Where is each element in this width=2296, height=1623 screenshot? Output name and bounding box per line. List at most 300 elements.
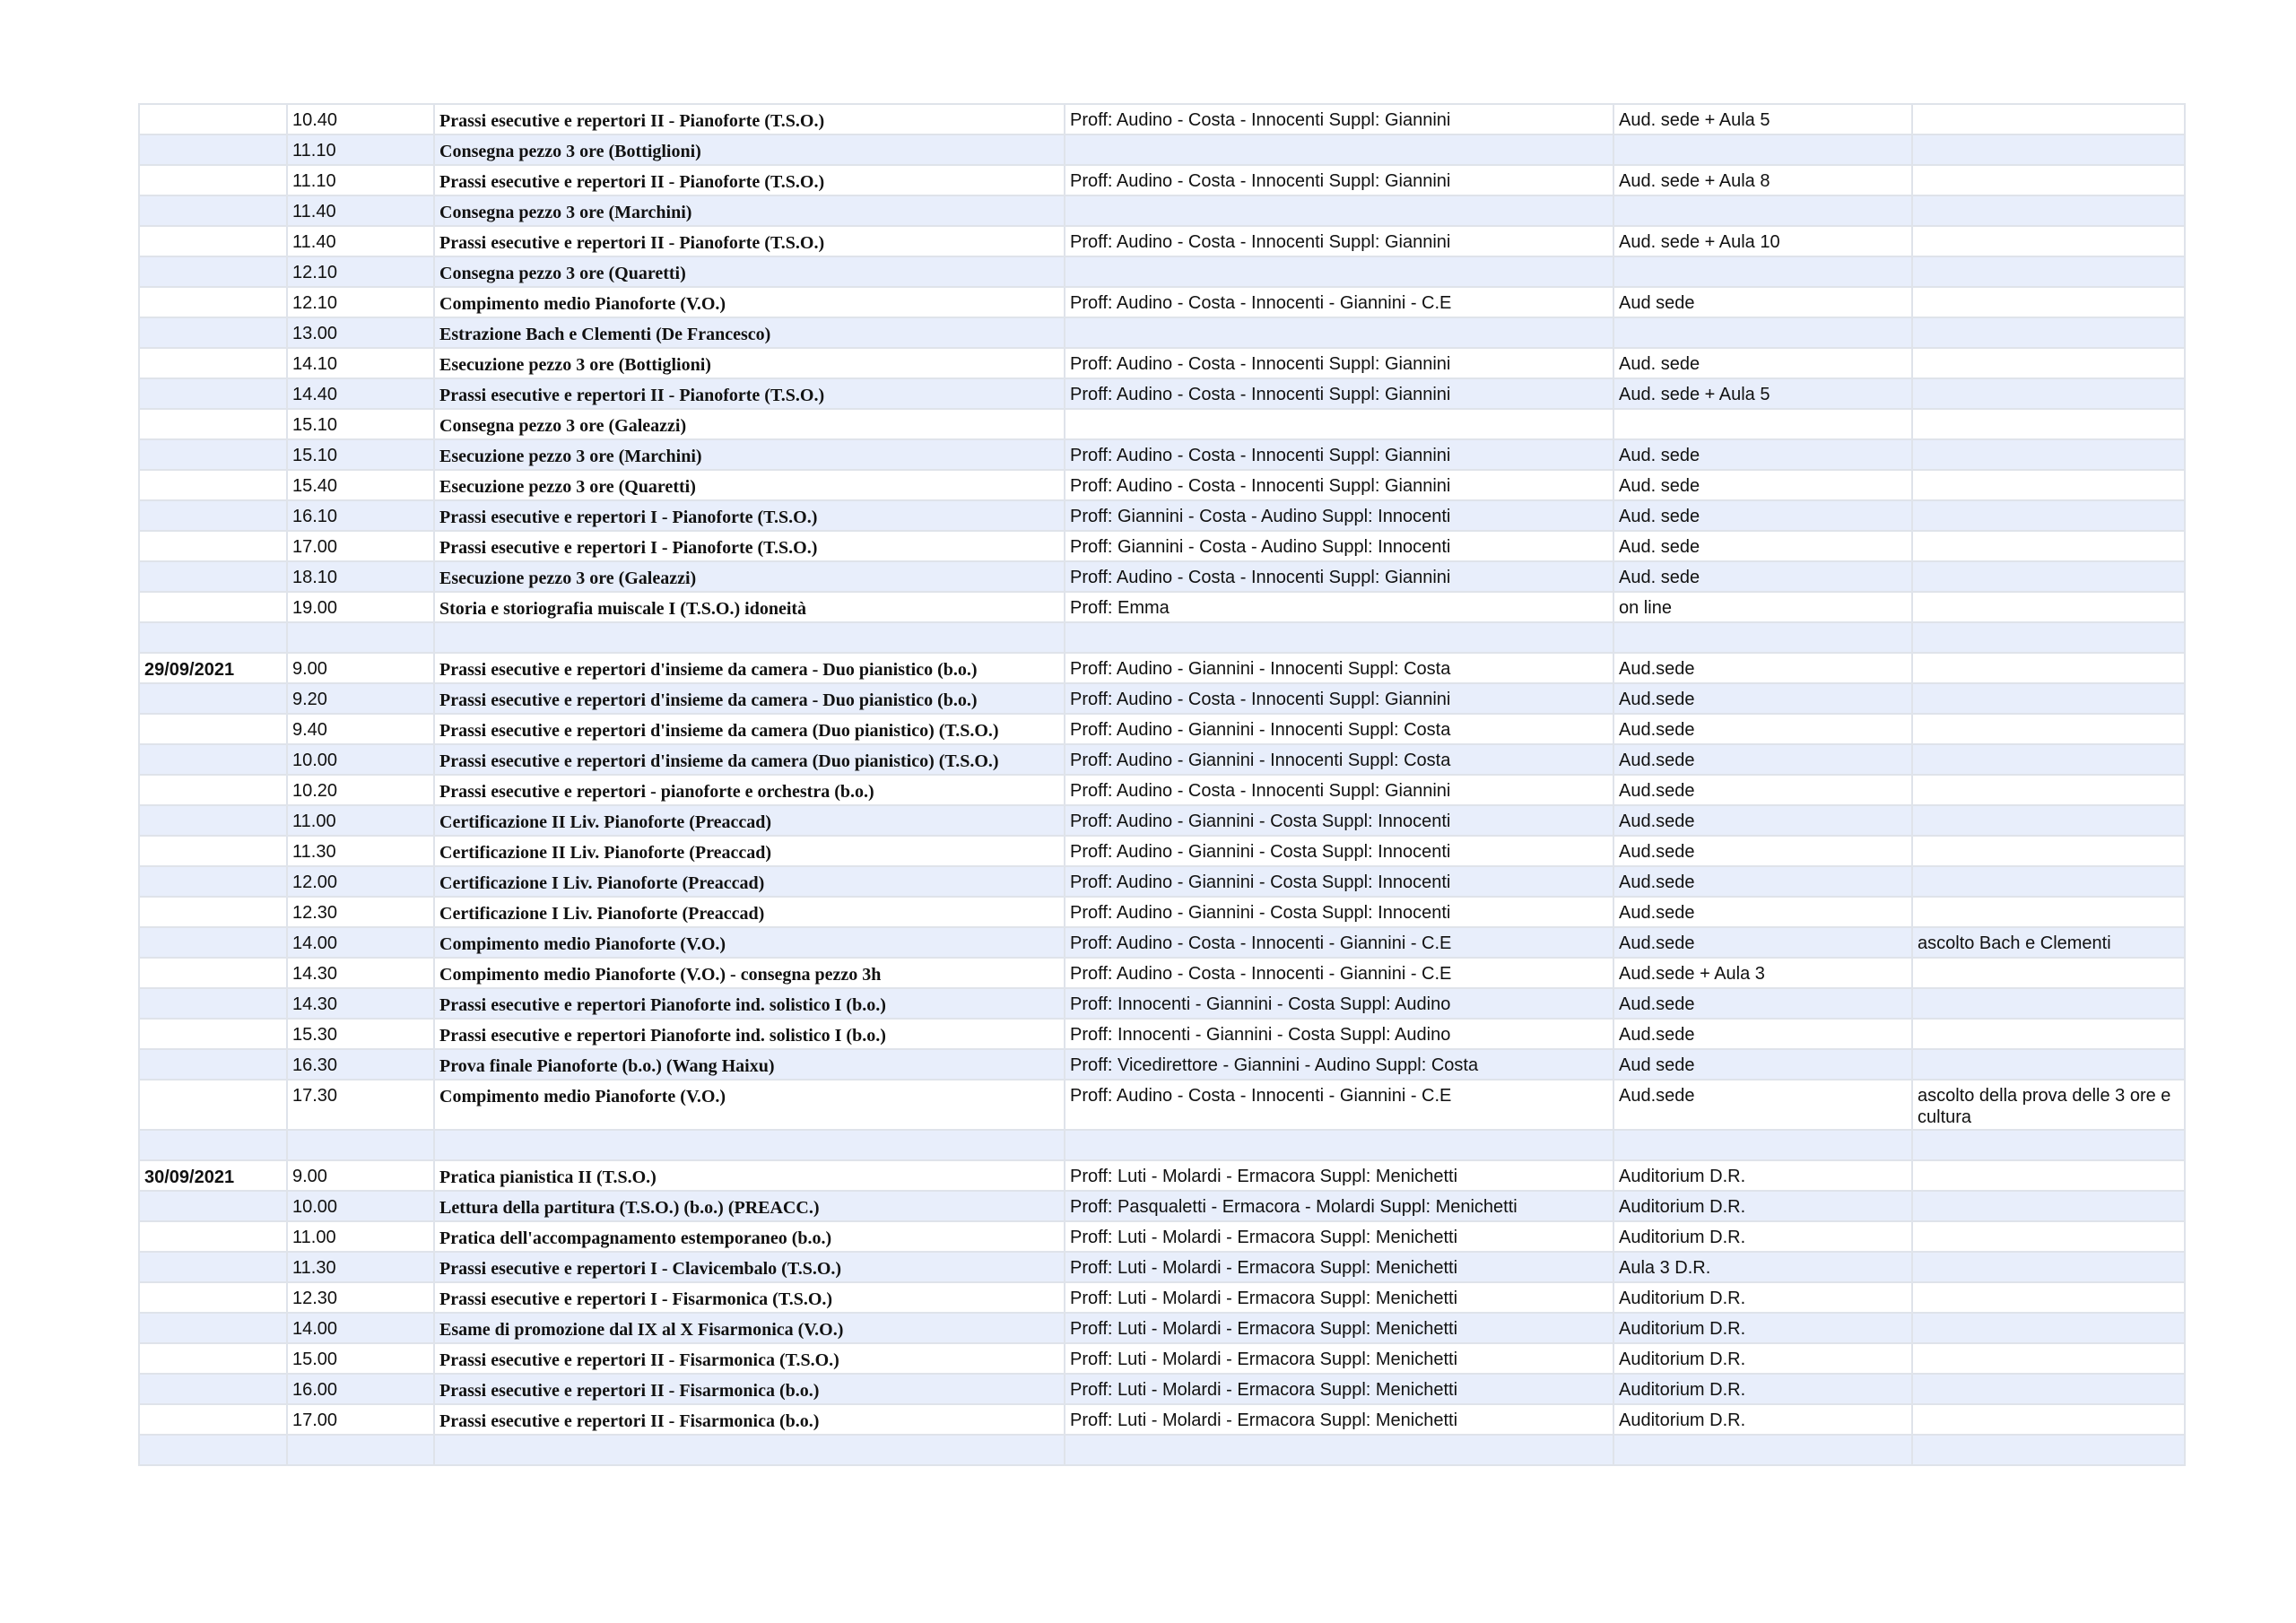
date-cell: [139, 1221, 287, 1252]
notes-cell: [1912, 988, 2185, 1019]
date-cell: [139, 409, 287, 439]
date-cell: 30/09/2021: [139, 1160, 287, 1191]
committee-cell: Proff: Audino - Costa - Innocenti - Giannini - C.E: [1065, 958, 1613, 988]
date-cell: [139, 1404, 287, 1435]
time-cell: 11.10: [287, 135, 434, 165]
table-row: [139, 744, 2185, 775]
date-cell: [139, 683, 287, 714]
notes-cell: [1912, 683, 2185, 714]
committee-cell: Proff: Audino - Giannini - Innocenti Suppl: Costa: [1065, 653, 1613, 683]
committee-cell: Proff: Giannini - Costa - Audino Suppl: Innocenti: [1065, 531, 1613, 561]
room-cell: Aud.sede: [1613, 927, 1912, 958]
date-cell: [139, 988, 287, 1019]
room-cell: Aud.sede: [1613, 897, 1912, 927]
notes-cell: [1912, 1374, 2185, 1404]
committee-cell: Proff: Audino - Giannini - Innocenti Suppl: Costa: [1065, 714, 1613, 744]
notes-cell: [1912, 866, 2185, 897]
table-row: [139, 226, 2185, 256]
notes-cell: [1912, 135, 2185, 165]
table-row: [139, 1435, 2185, 1465]
exam-cell: Esame di promozione dal IX al X Fisarmonica (V.O.): [434, 1313, 1065, 1343]
date-cell: [139, 226, 287, 256]
table-row: [139, 1343, 2185, 1374]
date-cell: [139, 1191, 287, 1221]
room-cell: Auditorium D.R.: [1613, 1282, 1912, 1313]
time-cell: 15.30: [287, 1019, 434, 1049]
time-cell: 17.00: [287, 531, 434, 561]
time-cell: 10.40: [287, 104, 434, 135]
time-cell: 12.30: [287, 897, 434, 927]
room-cell: [1613, 409, 1912, 439]
date-cell: 29/09/2021: [139, 653, 287, 683]
room-cell: Aud.sede: [1613, 683, 1912, 714]
exam-cell: Prassi esecutive e repertori I - Pianoforte (T.S.O.): [434, 500, 1065, 531]
notes-cell: [1912, 1252, 2185, 1282]
exam-cell: Prassi esecutive e repertori II - Pianoforte (T.S.O.): [434, 378, 1065, 409]
exam-cell: Prassi esecutive e repertori I - Clavicembalo (T.S.O.): [434, 1252, 1065, 1282]
room-cell: Auditorium D.R.: [1613, 1160, 1912, 1191]
committee-cell: Proff: Audino - Giannini - Costa Suppl: Innocenti: [1065, 866, 1613, 897]
time-cell: 12.00: [287, 866, 434, 897]
committee-cell: Proff: Innocenti - Giannini - Costa Suppl: Audino: [1065, 1019, 1613, 1049]
room-cell: Aud.sede: [1613, 836, 1912, 866]
committee-cell: [1065, 317, 1613, 348]
committee-cell: Proff: Audino - Costa - Innocenti Suppl: Giannini: [1065, 561, 1613, 592]
table-row: [139, 805, 2185, 836]
committee-cell: Proff: Luti - Molardi - Ermacora Suppl: Menichetti: [1065, 1252, 1613, 1282]
exam-cell: Certificazione I Liv. Pianoforte (Preaccad): [434, 897, 1065, 927]
date-cell: [139, 561, 287, 592]
time-cell: 14.10: [287, 348, 434, 378]
room-cell: [1613, 135, 1912, 165]
committee-cell: Proff: Audino - Costa - Innocenti Suppl: Giannini: [1065, 348, 1613, 378]
date-cell: [139, 1019, 287, 1049]
time-cell: 11.30: [287, 836, 434, 866]
room-cell: Aud. sede + Aula 5: [1613, 378, 1912, 409]
notes-cell: [1912, 1130, 2185, 1160]
committee-cell: Proff: Audino - Giannini - Innocenti Suppl: Costa: [1065, 744, 1613, 775]
room-cell: Aud. sede: [1613, 500, 1912, 531]
time-cell: 11.00: [287, 1221, 434, 1252]
notes-cell: [1912, 531, 2185, 561]
room-cell: Aud. sede + Aula 8: [1613, 165, 1912, 195]
committee-cell: Proff: Audino - Costa - Innocenti - Giannini - C.E: [1065, 1080, 1613, 1130]
table-row: [139, 1252, 2185, 1282]
exam-cell: [434, 1435, 1065, 1465]
exam-cell: Esecuzione pezzo 3 ore (Quaretti): [434, 470, 1065, 500]
time-cell: 9.40: [287, 714, 434, 744]
table-row: [139, 256, 2185, 287]
date-cell: [139, 775, 287, 805]
date-cell: [139, 836, 287, 866]
notes-cell: [1912, 592, 2185, 622]
time-cell: 14.00: [287, 1313, 434, 1343]
notes-cell: [1912, 561, 2185, 592]
date-cell: [139, 897, 287, 927]
time-cell: 11.00: [287, 805, 434, 836]
time-cell: 17.30: [287, 1080, 434, 1130]
exam-cell: Certificazione I Liv. Pianoforte (Preaccad): [434, 866, 1065, 897]
date-cell: [139, 1049, 287, 1080]
table-row: [139, 165, 2185, 195]
room-cell: Aud.sede: [1613, 775, 1912, 805]
exam-cell: Storia e storiografia muiscale I (T.S.O.) idoneità: [434, 592, 1065, 622]
committee-cell: Proff: Audino - Costa - Innocenti Suppl: Giannini: [1065, 470, 1613, 500]
notes-cell: [1912, 1404, 2185, 1435]
room-cell: Aud. sede + Aula 5: [1613, 104, 1912, 135]
date-cell: [139, 866, 287, 897]
room-cell: Aud.sede: [1613, 866, 1912, 897]
committee-cell: Proff: Audino - Costa - Innocenti - Giannini - C.E: [1065, 927, 1613, 958]
notes-cell: ascolto Bach e Clementi: [1912, 927, 2185, 958]
committee-cell: Proff: Innocenti - Giannini - Costa Suppl: Audino: [1065, 988, 1613, 1019]
date-cell: [139, 378, 287, 409]
notes-cell: [1912, 897, 2185, 927]
date-cell: [139, 287, 287, 317]
notes-cell: [1912, 1221, 2185, 1252]
room-cell: Aud sede: [1613, 287, 1912, 317]
time-cell: 11.40: [287, 195, 434, 226]
table-row: [139, 775, 2185, 805]
notes-cell: [1912, 958, 2185, 988]
table-row: [139, 988, 2185, 1019]
table-row: [139, 1313, 2185, 1343]
exam-cell: Prassi esecutive e repertori d'insieme da camera (Duo pianistico) (T.S.O.): [434, 714, 1065, 744]
notes-cell: [1912, 1282, 2185, 1313]
table-row: [139, 958, 2185, 988]
date-cell: [139, 439, 287, 470]
table-row: [139, 714, 2185, 744]
room-cell: Aud.sede: [1613, 988, 1912, 1019]
time-cell: 9.20: [287, 683, 434, 714]
room-cell: Auditorium D.R.: [1613, 1404, 1912, 1435]
committee-cell: Proff: Audino - Costa - Innocenti Suppl: Giannini: [1065, 165, 1613, 195]
exam-cell: Prassi esecutive e repertori Pianoforte ind. solistico I (b.o.): [434, 988, 1065, 1019]
exam-cell: Prassi esecutive e repertori II - Pianoforte (T.S.O.): [434, 226, 1065, 256]
table-row: [139, 592, 2185, 622]
time-cell: 12.10: [287, 287, 434, 317]
room-cell: [1613, 1130, 1912, 1160]
notes-cell: [1912, 439, 2185, 470]
exam-cell: Esecuzione pezzo 3 ore (Galeazzi): [434, 561, 1065, 592]
notes-cell: [1912, 165, 2185, 195]
time-cell: 19.00: [287, 592, 434, 622]
committee-cell: Proff: Audino - Costa - Innocenti Suppl: Giannini: [1065, 378, 1613, 409]
room-cell: Auditorium D.R.: [1613, 1191, 1912, 1221]
room-cell: Aud. sede: [1613, 561, 1912, 592]
room-cell: Aud.sede: [1613, 714, 1912, 744]
table-row: [139, 104, 2185, 135]
exam-cell: Prassi esecutive e repertori d'insieme da camera - Duo pianistico (b.o.): [434, 683, 1065, 714]
table-row: [139, 1080, 2185, 1130]
time-cell: 16.10: [287, 500, 434, 531]
date-cell: [139, 622, 287, 653]
room-cell: Aud. sede: [1613, 531, 1912, 561]
committee-cell: Proff: Vicedirettore - Giannini - Audino Suppl: Costa: [1065, 1049, 1613, 1080]
time-cell: 10.00: [287, 744, 434, 775]
table-row: [139, 439, 2185, 470]
room-cell: Aud.sede: [1613, 1019, 1912, 1049]
room-cell: Auditorium D.R.: [1613, 1374, 1912, 1404]
table-row: [139, 378, 2185, 409]
exam-cell: [434, 622, 1065, 653]
committee-cell: Proff: Pasqualetti - Ermacora - Molardi Suppl: Menichetti: [1065, 1191, 1613, 1221]
committee-cell: Proff: Audino - Costa - Innocenti Suppl: Giannini: [1065, 226, 1613, 256]
time-cell: 17.00: [287, 1404, 434, 1435]
time-cell: 11.40: [287, 226, 434, 256]
time-cell: 11.30: [287, 1252, 434, 1282]
table-row: [139, 653, 2185, 683]
schedule-body: [139, 104, 2185, 1465]
room-cell: Aud.sede: [1613, 1080, 1912, 1130]
time-cell: 12.10: [287, 256, 434, 287]
schedule-table: [138, 103, 2186, 1466]
table-row: [139, 500, 2185, 531]
notes-cell: [1912, 104, 2185, 135]
room-cell: Auditorium D.R.: [1613, 1313, 1912, 1343]
table-row: [139, 927, 2185, 958]
notes-cell: [1912, 1019, 2185, 1049]
notes-cell: [1912, 714, 2185, 744]
date-cell: [139, 317, 287, 348]
exam-cell: Prassi esecutive e repertori I - Pianoforte (T.S.O.): [434, 531, 1065, 561]
date-cell: [139, 1080, 287, 1130]
committee-cell: Proff: Audino - Giannini - Costa Suppl: Innocenti: [1065, 805, 1613, 836]
time-cell: 9.00: [287, 1160, 434, 1191]
exam-cell: Lettura della partitura (T.S.O.) (b.o.) (PREACC.): [434, 1191, 1065, 1221]
committee-cell: Proff: Luti - Molardi - Ermacora Suppl: Menichetti: [1065, 1160, 1613, 1191]
time-cell: 15.40: [287, 470, 434, 500]
exam-cell: Compimento medio Pianoforte (V.O.): [434, 927, 1065, 958]
time-cell: 15.10: [287, 409, 434, 439]
table-row: [139, 531, 2185, 561]
table-row: [139, 897, 2185, 927]
table-row: [139, 287, 2185, 317]
date-cell: [139, 135, 287, 165]
exam-cell: Pratica pianistica II (T.S.O.): [434, 1160, 1065, 1191]
time-cell: [287, 1130, 434, 1160]
table-row: [139, 348, 2185, 378]
committee-cell: Proff: Audino - Costa - Innocenti - Giannini - C.E: [1065, 287, 1613, 317]
table-row: [139, 561, 2185, 592]
time-cell: 10.20: [287, 775, 434, 805]
exam-cell: Prassi esecutive e repertori II - Pianoforte (T.S.O.): [434, 104, 1065, 135]
date-cell: [139, 470, 287, 500]
table-row: [139, 866, 2185, 897]
time-cell: 16.30: [287, 1049, 434, 1080]
room-cell: Aula 3 D.R.: [1613, 1252, 1912, 1282]
table-row: [139, 1282, 2185, 1313]
table-row: [139, 409, 2185, 439]
table-row: [139, 135, 2185, 165]
notes-cell: [1912, 500, 2185, 531]
table-row: [139, 1130, 2185, 1160]
date-cell: [139, 927, 287, 958]
room-cell: Aud. sede: [1613, 348, 1912, 378]
notes-cell: [1912, 195, 2185, 226]
time-cell: 14.30: [287, 958, 434, 988]
notes-cell: [1912, 1160, 2185, 1191]
exam-cell: Certificazione II Liv. Pianoforte (Preaccad): [434, 805, 1065, 836]
table-row: [139, 1404, 2185, 1435]
date-cell: [139, 195, 287, 226]
notes-cell: [1912, 1049, 2185, 1080]
time-cell: 9.00: [287, 653, 434, 683]
notes-cell: [1912, 744, 2185, 775]
room-cell: Aud. sede: [1613, 470, 1912, 500]
notes-cell: [1912, 805, 2185, 836]
date-cell: [139, 1313, 287, 1343]
exam-cell: Esecuzione pezzo 3 ore (Marchini): [434, 439, 1065, 470]
exam-cell: Prassi esecutive e repertori Pianoforte ind. solistico I (b.o.): [434, 1019, 1065, 1049]
exam-cell: Prassi esecutive e repertori I - Fisarmonica (T.S.O.): [434, 1282, 1065, 1313]
exam-cell: Prassi esecutive e repertori d'insieme da camera - Duo pianistico (b.o.): [434, 653, 1065, 683]
committee-cell: Proff: Audino - Giannini - Costa Suppl: Innocenti: [1065, 836, 1613, 866]
committee-cell: Proff: Audino - Giannini - Costa Suppl: Innocenti: [1065, 897, 1613, 927]
table-row: [139, 195, 2185, 226]
room-cell: [1613, 317, 1912, 348]
exam-cell: [434, 1130, 1065, 1160]
room-cell: Auditorium D.R.: [1613, 1343, 1912, 1374]
date-cell: [139, 1435, 287, 1465]
time-cell: 12.30: [287, 1282, 434, 1313]
date-cell: [139, 1374, 287, 1404]
table-row: [139, 1160, 2185, 1191]
date-cell: [139, 714, 287, 744]
exam-cell: Prassi esecutive e repertori II - Fisarmonica (T.S.O.): [434, 1343, 1065, 1374]
room-cell: Aud.sede: [1613, 653, 1912, 683]
time-cell: 14.30: [287, 988, 434, 1019]
committee-cell: Proff: Audino - Costa - Innocenti Suppl: Giannini: [1065, 104, 1613, 135]
notes-cell: [1912, 317, 2185, 348]
exam-cell: Estrazione Bach e Clementi (De Francesco): [434, 317, 1065, 348]
committee-cell: Proff: Giannini - Costa - Audino Suppl: Innocenti: [1065, 500, 1613, 531]
notes-cell: [1912, 256, 2185, 287]
time-cell: 11.10: [287, 165, 434, 195]
exam-cell: Consegna pezzo 3 ore (Marchini): [434, 195, 1065, 226]
committee-cell: Proff: Luti - Molardi - Ermacora Suppl: Menichetti: [1065, 1404, 1613, 1435]
table-row: [139, 1019, 2185, 1049]
time-cell: 16.00: [287, 1374, 434, 1404]
committee-cell: Proff: Audino - Costa - Innocenti Suppl: Giannini: [1065, 683, 1613, 714]
room-cell: Aud.sede: [1613, 805, 1912, 836]
exam-cell: Prassi esecutive e repertori II - Fisarmonica (b.o.): [434, 1374, 1065, 1404]
exam-cell: Esecuzione pezzo 3 ore (Bottiglioni): [434, 348, 1065, 378]
date-cell: [139, 1252, 287, 1282]
notes-cell: [1912, 348, 2185, 378]
date-cell: [139, 1130, 287, 1160]
exam-cell: Compimento medio Pianoforte (V.O.) - consegna pezzo 3h: [434, 958, 1065, 988]
committee-cell: Proff: Audino - Costa - Innocenti Suppl: Giannini: [1065, 775, 1613, 805]
date-cell: [139, 256, 287, 287]
date-cell: [139, 531, 287, 561]
notes-cell: [1912, 1435, 2185, 1465]
time-cell: 14.40: [287, 378, 434, 409]
committee-cell: Proff: Luti - Molardi - Ermacora Suppl: Menichetti: [1065, 1221, 1613, 1252]
exam-cell: Prassi esecutive e repertori II - Fisarmonica (b.o.): [434, 1404, 1065, 1435]
notes-cell: [1912, 836, 2185, 866]
date-cell: [139, 104, 287, 135]
room-cell: Auditorium D.R.: [1613, 1221, 1912, 1252]
notes-cell: [1912, 1313, 2185, 1343]
date-cell: [139, 958, 287, 988]
notes-cell: [1912, 287, 2185, 317]
time-cell: 15.00: [287, 1343, 434, 1374]
room-cell: Aud. sede + Aula 10: [1613, 226, 1912, 256]
room-cell: Aud sede: [1613, 1049, 1912, 1080]
notes-cell: [1912, 226, 2185, 256]
exam-cell: Compimento medio Pianoforte (V.O.): [434, 287, 1065, 317]
room-cell: Aud.sede + Aula 3: [1613, 958, 1912, 988]
committee-cell: Proff: Luti - Molardi - Ermacora Suppl: Menichetti: [1065, 1343, 1613, 1374]
time-cell: 18.10: [287, 561, 434, 592]
notes-cell: [1912, 622, 2185, 653]
date-cell: [139, 1343, 287, 1374]
exam-cell: Pratica dell'accompagnamento estemporaneo (b.o.): [434, 1221, 1065, 1252]
committee-cell: [1065, 135, 1613, 165]
table-row: [139, 317, 2185, 348]
time-cell: 13.00: [287, 317, 434, 348]
notes-cell: [1912, 409, 2185, 439]
committee-cell: [1065, 256, 1613, 287]
table-row: [139, 622, 2185, 653]
date-cell: [139, 744, 287, 775]
time-cell: 15.10: [287, 439, 434, 470]
room-cell: Aud.sede: [1613, 744, 1912, 775]
time-cell: 14.00: [287, 927, 434, 958]
date-cell: [139, 1282, 287, 1313]
exam-cell: Certificazione II Liv. Pianoforte (Preaccad): [434, 836, 1065, 866]
exam-cell: Prassi esecutive e repertori - pianoforte e orchestra (b.o.): [434, 775, 1065, 805]
committee-cell: [1065, 622, 1613, 653]
exam-cell: Consegna pezzo 3 ore (Quaretti): [434, 256, 1065, 287]
time-cell: [287, 622, 434, 653]
room-cell: [1613, 195, 1912, 226]
room-cell: [1613, 256, 1912, 287]
notes-cell: [1912, 653, 2185, 683]
exam-cell: Compimento medio Pianoforte (V.O.): [434, 1080, 1065, 1130]
exam-cell: Prassi esecutive e repertori d'insieme da camera (Duo pianistico) (T.S.O.): [434, 744, 1065, 775]
exam-cell: Prova finale Pianoforte (b.o.) (Wang Haixu): [434, 1049, 1065, 1080]
room-cell: [1613, 1435, 1912, 1465]
room-cell: on line: [1613, 592, 1912, 622]
committee-cell: Proff: Audino - Costa - Innocenti Suppl: Giannini: [1065, 439, 1613, 470]
table-row: [139, 470, 2185, 500]
date-cell: [139, 165, 287, 195]
notes-cell: ascolto della prova delle 3 ore e cultura: [1912, 1080, 2185, 1130]
date-cell: [139, 500, 287, 531]
table-row: [139, 1191, 2185, 1221]
date-cell: [139, 805, 287, 836]
committee-cell: Proff: Emma: [1065, 592, 1613, 622]
notes-cell: [1912, 1191, 2185, 1221]
date-cell: [139, 592, 287, 622]
committee-cell: [1065, 195, 1613, 226]
notes-cell: [1912, 378, 2185, 409]
exam-cell: Consegna pezzo 3 ore (Bottiglioni): [434, 135, 1065, 165]
room-cell: Aud. sede: [1613, 439, 1912, 470]
table-row: [139, 836, 2185, 866]
table-row: [139, 1374, 2185, 1404]
notes-cell: [1912, 1343, 2185, 1374]
committee-cell: Proff: Luti - Molardi - Ermacora Suppl: Menichetti: [1065, 1282, 1613, 1313]
committee-cell: Proff: Luti - Molardi - Ermacora Suppl: Menichetti: [1065, 1313, 1613, 1343]
table-row: [139, 683, 2185, 714]
room-cell: [1613, 622, 1912, 653]
time-cell: 10.00: [287, 1191, 434, 1221]
committee-cell: [1065, 1130, 1613, 1160]
notes-cell: [1912, 775, 2185, 805]
